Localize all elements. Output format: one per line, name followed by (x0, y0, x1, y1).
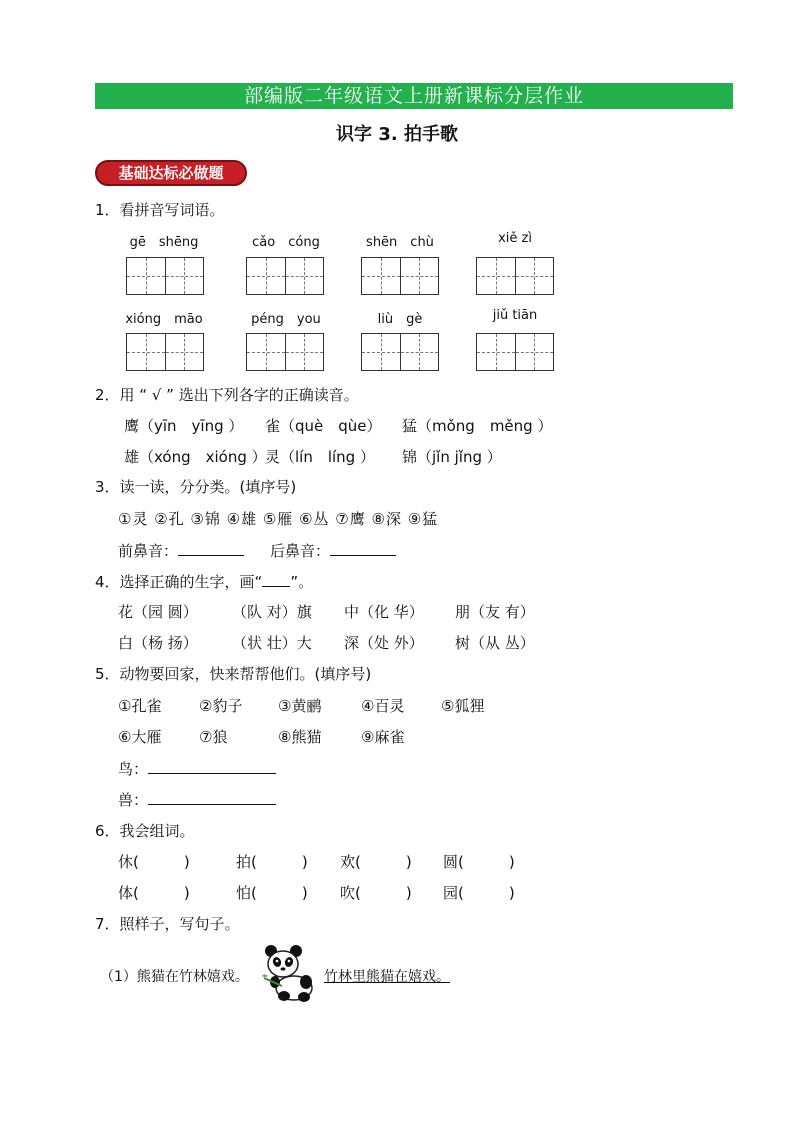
beast-row (118, 789, 276, 810)
word-blank[interactable]: 圆( ) (443, 853, 515, 871)
q7-prompt: 7．照样子，写句子。 (95, 915, 240, 933)
pinyin: jiǔ tiān (492, 308, 538, 323)
writing-grid[interactable] (126, 333, 204, 371)
bird-blank[interactable] (148, 759, 276, 774)
back-nasal-row (270, 540, 396, 561)
front-nasal-label: 前鼻音： (118, 542, 179, 560)
animal-item: ③黄鹂 (278, 697, 322, 715)
panda-icon (262, 944, 320, 1004)
word-blank[interactable]: 园( ) (443, 884, 515, 902)
pinyin: shēn chù (366, 235, 434, 250)
writing-grid[interactable] (476, 333, 554, 371)
reading-choice[interactable]: 灵（lín líng ） (265, 448, 375, 466)
writing-grid[interactable] (246, 257, 324, 295)
word-blank[interactable]: 拍( ) (236, 853, 308, 871)
example-sentence: （1）熊猫在竹林嬉戏。 (100, 969, 249, 985)
pinyin: cǎo cóng (252, 235, 320, 250)
q4-prompt-post: ”。 (290, 573, 314, 591)
header-banner (95, 83, 733, 109)
back-nasal-blank[interactable] (330, 541, 396, 556)
q6-prompt: 6．我会组词。 (95, 822, 195, 840)
pinyin: xiě zì (498, 231, 532, 246)
word-blank[interactable]: 怕( ) (236, 884, 308, 902)
q1-prompt: 1．看拼音写词语。 (95, 201, 225, 219)
banner-text: 部编版二年级语文上册新课标分层作业 (243, 85, 584, 107)
q4-prompt (95, 571, 313, 592)
word-blank[interactable]: 体( ) (118, 884, 190, 902)
front-nasal-row (118, 540, 244, 561)
pinyin: xióng māo (125, 312, 203, 327)
pinyin: gē shēng (129, 235, 199, 250)
bird-label: 鸟： (118, 760, 149, 778)
animal-item: ⑨麻雀 (361, 728, 405, 746)
char-choice[interactable]: 白（杨 扬） (118, 634, 198, 652)
back-nasal-label: 后鼻音： (270, 542, 331, 560)
char-choice[interactable]: 树（从 丛） (455, 634, 535, 652)
animal-item: ⑦狼 (199, 728, 228, 746)
reading-choice[interactable]: 猛（mǒng měng ） (402, 417, 553, 435)
pinyin: liù gè (377, 312, 423, 327)
animal-item: ⑧熊猫 (278, 728, 322, 746)
reading-choice[interactable]: 锦（jǐn jǐng ） (402, 448, 502, 466)
beast-blank[interactable] (148, 790, 276, 805)
q3-prompt: 3．读一读，分分类。(填序号) (95, 478, 297, 496)
writing-grid[interactable] (126, 257, 204, 295)
char-choice[interactable]: 朋（友 有） (455, 603, 535, 621)
writing-grid[interactable] (246, 333, 324, 371)
section-badge: 基础达标必做题 (95, 160, 247, 186)
word-blank[interactable]: 吹( ) (340, 884, 412, 902)
example-answer: 竹林里熊猫在嬉戏。 (324, 969, 450, 985)
char-choice[interactable]: 花（园 圆） (118, 603, 198, 621)
reading-choice[interactable]: 鹰（yīn yīng ） (124, 417, 244, 435)
reading-choice[interactable]: 雀（què qùe） (265, 417, 382, 435)
underline-sample (262, 574, 290, 587)
animal-item: ⑤狐狸 (441, 697, 485, 715)
word-blank[interactable]: 欢( ) (340, 853, 412, 871)
q2-prompt: 2．用 “ √ ” 选出下列各字的正确读音。 (95, 386, 359, 404)
writing-grid[interactable] (361, 257, 439, 295)
front-nasal-blank[interactable] (178, 541, 244, 556)
char-choice[interactable]: （队 对）旗 (232, 603, 312, 621)
beast-label: 兽： (118, 791, 149, 809)
writing-grid[interactable] (476, 257, 554, 295)
char-choice[interactable]: 中（化 华） (344, 603, 424, 621)
animal-item: ④百灵 (361, 697, 405, 715)
char-choice[interactable]: 深（处 外） (344, 634, 424, 652)
animal-item: ①孔雀 (118, 697, 162, 715)
animal-item: ⑥大雁 (118, 728, 162, 746)
q5-prompt: 5．动物要回家，快来帮帮他们。(填序号) (95, 665, 372, 683)
pinyin: péng you (251, 312, 321, 327)
animal-item: ②豹子 (199, 697, 243, 715)
page-title: 识字 3. 拍手歌 (336, 124, 458, 145)
word-blank[interactable]: 休( ) (118, 853, 190, 871)
q3-items: ①灵 ②孔 ③锦 ④雄 ⑤雁 ⑥丛 ⑦鹰 ⑧深 ⑨猛 (118, 510, 439, 528)
char-choice[interactable]: （状 壮）大 (232, 634, 312, 652)
bird-row (118, 758, 276, 779)
reading-choice[interactable]: 雄（xóng xióng ） (124, 448, 267, 466)
q4-prompt-pre: 4．选择正确的生字，画“ (95, 573, 263, 591)
writing-grid[interactable] (361, 333, 439, 371)
